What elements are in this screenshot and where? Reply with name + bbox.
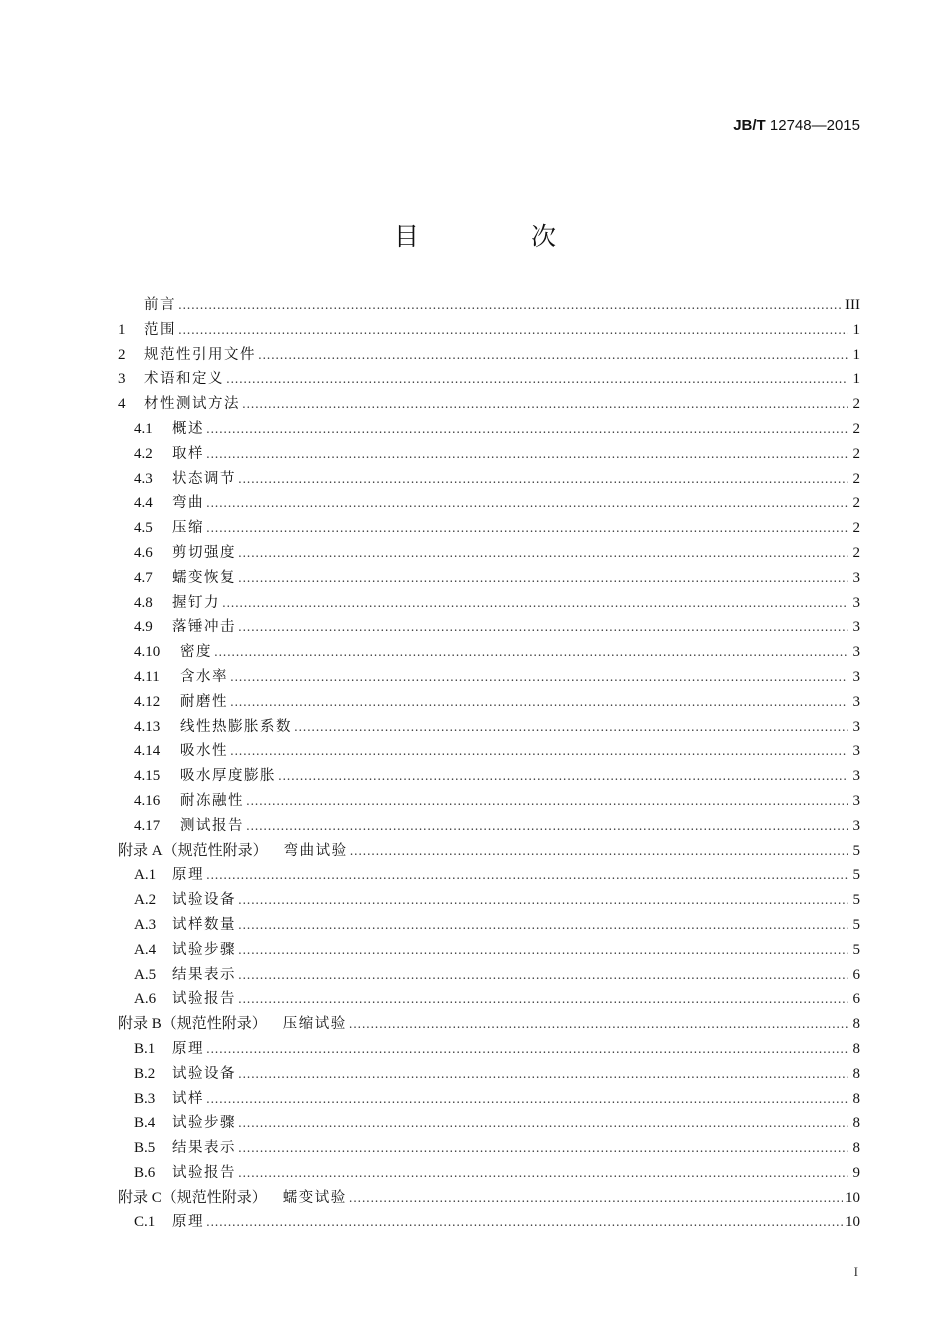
toc-dot-leader [238,888,848,913]
toc-entry-number: 4.7 [134,569,153,586]
toc-entry-label: 耐冻融性 [180,792,244,809]
toc-entry-number: 4.9 [134,619,153,636]
toc-entry-number: 4.13 [134,718,161,735]
toc-entry-page: 5 [852,892,860,909]
toc-entry[interactable] [118,516,860,541]
toc-dot-leader [238,913,848,938]
toc-entry[interactable] [118,318,860,343]
toc-entry[interactable] [118,1210,860,1235]
toc-dot-leader [246,814,848,839]
toc-entry-page: III [845,297,860,313]
toc-entry-page: 8 [852,1090,860,1107]
toc-entry-label: 密度 [180,644,212,661]
toc-dot-leader [206,442,848,467]
toc-entry-label: 结果表示 [172,1140,236,1157]
toc-entry-page: 3 [852,693,860,710]
toc-entry-label: 术语和定义 [144,371,224,388]
toc-entry-page: 3 [852,792,860,809]
toc-entry-number: C.1 [134,1214,156,1231]
toc-entry-number: 4.6 [134,544,153,561]
toc-entry[interactable] [118,417,860,442]
toc-entry-page: 3 [852,768,860,785]
toc-entry-label: 耐磨性 [180,693,228,710]
toc-entry-label: 蠕变试验 [266,1189,347,1206]
toc-dot-leader [178,293,843,318]
toc-dot-leader [238,1062,848,1087]
toc-entry-label: 试验设备 [172,1065,236,1082]
toc-entry-label: 结果表示 [172,966,236,983]
toc-entry-page: 2 [852,396,860,413]
toc-entry-label: 原理 [172,1214,204,1231]
toc-entry[interactable] [118,1037,860,1062]
toc-entry-label: 线性热膨胀系数 [180,718,292,735]
toc-entry[interactable] [118,764,860,789]
toc-dot-leader [238,987,848,1012]
toc-title: 目 次 [394,222,608,251]
toc-entry-page: 3 [852,569,860,586]
toc-entry[interactable] [118,293,860,318]
toc-entry[interactable] [118,913,860,938]
toc-entry-number: 4.16 [134,792,161,809]
toc-entry-label: 试验设备 [172,892,236,909]
toc-dot-leader [206,516,848,541]
toc-dot-leader [206,863,848,888]
toc-entry[interactable] [118,789,860,814]
toc-dot-leader [206,1087,848,1112]
toc-entry[interactable] [118,615,860,640]
toc-entry-label: 材性测试方法 [144,396,240,413]
toc-entry-number: A.4 [134,941,157,958]
toc-entry-page: 9 [852,1164,860,1181]
toc-entry[interactable] [118,491,860,516]
toc-entry-page: 2 [852,544,860,561]
toc-entry-number: 1 [118,321,126,338]
toc-entry-page: 1 [852,371,860,388]
toc-entry-page: 3 [852,743,860,760]
toc-dot-leader [206,1037,848,1062]
toc-entry[interactable] [118,591,860,616]
toc-entry-label: 前言 [144,297,176,313]
toc-entry-page: 10 [845,1189,860,1206]
toc-entry[interactable] [118,1087,860,1112]
toc-entry[interactable] [118,987,860,1012]
toc-entry[interactable] [118,814,860,839]
toc-dot-leader [178,318,848,343]
toc-entry-number: 4.1 [134,420,153,437]
toc-entry-page: 10 [845,1214,860,1231]
toc-entry[interactable] [118,665,860,690]
toc-dot-leader [238,541,848,566]
toc-dot-leader [230,739,848,764]
toc-entry-page: 6 [852,991,860,1008]
toc-entry-page: 8 [852,1065,860,1082]
toc-entry[interactable] [118,541,860,566]
toc-entry-label: 弯曲试验 [267,842,348,859]
toc-dot-leader [278,764,848,789]
toc-entry-number: B.6 [134,1164,156,1181]
toc-entry[interactable] [118,1161,860,1186]
toc-entry[interactable] [118,863,860,888]
toc-dot-leader [238,1161,848,1186]
toc-entry-label: 试验报告 [172,1164,236,1181]
toc-entry-number: A.6 [134,991,157,1008]
toc-entry-page: 3 [852,668,860,685]
toc-entry-label: 握钉力 [172,594,220,611]
toc-entry-page: 8 [852,1016,860,1033]
toc-dot-leader [238,566,848,591]
toc-entry-number: 4 [118,396,126,413]
toc-entry-number: A.3 [134,916,157,933]
toc-entry-label: 弯曲 [172,495,204,512]
toc-entry-number: 4.15 [134,768,161,785]
toc-dot-leader [206,417,848,442]
toc-entry-page: 2 [852,420,860,437]
toc-entry[interactable] [118,1136,860,1161]
toc-entry-number: 4.2 [134,445,153,462]
toc-entry-page: 6 [852,966,860,983]
page-number: I [853,1264,858,1279]
toc-entry-label: 规范性引用文件 [144,346,256,363]
toc-dot-leader [238,615,848,640]
toc-entry-page: 5 [852,842,860,859]
toc-entry-label: 原理 [172,1040,204,1057]
toc-entry-page: 5 [852,916,860,933]
toc-entry-page: 5 [852,867,860,884]
toc-dot-leader [238,1136,848,1161]
toc-entry[interactable] [118,839,860,864]
toc-entry-label: 试样数量 [172,916,236,933]
toc-entry-page: 2 [852,445,860,462]
toc-dot-leader [206,491,848,516]
toc-entry[interactable] [118,739,860,764]
toc-entry-number: 4.5 [134,520,153,537]
toc-dot-leader [222,591,848,616]
toc-entry-page: 3 [852,594,860,611]
toc-entry-page: 8 [852,1140,860,1157]
document-code-prefix: JB/T [733,117,766,134]
toc-entry[interactable] [118,938,860,963]
toc-dot-leader [226,367,848,392]
toc-entry-number: 附录 A（规范性附录） [118,842,268,859]
toc-entry[interactable] [118,367,860,392]
toc-entry[interactable] [118,1062,860,1087]
toc-entry-label: 剪切强度 [172,544,236,561]
toc-entry[interactable] [118,963,860,988]
toc-entry-number: A.2 [134,892,157,909]
toc-entry-page: 2 [852,520,860,537]
toc-entry-page: 3 [852,817,860,834]
toc-dot-leader [349,1012,848,1037]
toc-dot-leader [238,467,848,492]
toc-dot-leader [206,1210,843,1235]
toc-entry-label: 原理 [172,867,204,884]
toc-entry-label: 吸水厚度膨胀 [180,768,276,785]
toc-entry[interactable] [118,1012,860,1037]
toc-dot-leader [214,640,848,665]
toc-dot-leader [230,665,848,690]
toc-dot-leader [230,690,848,715]
toc-entry-page: 5 [852,941,860,958]
toc-entry-label: 试样 [172,1090,204,1107]
toc-dot-leader [238,938,848,963]
toc-entry-page: 2 [852,495,860,512]
toc-entry-number: A.5 [134,966,157,983]
toc-entry-label: 测试报告 [180,817,244,834]
toc-entry-number: B.4 [134,1115,156,1132]
document-code [733,117,860,134]
toc-entry-number: A.1 [134,867,157,884]
toc-dot-leader [246,789,848,814]
toc-dot-leader [242,392,848,417]
toc-entry[interactable] [118,343,860,368]
toc-entry-page: 2 [852,470,860,487]
toc-entry-number: 4.3 [134,470,153,487]
toc-entry-number: B.1 [134,1040,156,1057]
toc-dot-leader [349,1186,843,1211]
toc-entry-label: 状态调节 [172,470,236,487]
toc-entry-page: 1 [852,321,860,338]
toc-dot-leader [258,343,848,368]
toc-entry-label: 试验步骤 [172,941,236,958]
toc-entry[interactable] [118,1186,860,1211]
toc-entry-label: 试验报告 [172,991,236,1008]
toc-entry-number: 4.8 [134,594,153,611]
toc-entry-page: 8 [852,1115,860,1132]
toc-entry-number: 3 [118,371,126,388]
toc-dot-leader [294,715,848,740]
toc-entry[interactable] [118,566,860,591]
toc-entry-label: 含水率 [180,668,228,685]
toc-entry-number: B.5 [134,1140,156,1157]
toc-entry[interactable] [118,888,860,913]
toc-entry-label: 试验步骤 [172,1115,236,1132]
toc-entry-number: 2 [118,346,126,363]
toc-entry-label: 压缩 [172,520,204,537]
document-code-number: 12748—2015 [769,117,860,134]
toc-dot-leader [238,963,848,988]
toc-entry[interactable] [118,690,860,715]
toc-entry-number: B.3 [134,1090,156,1107]
toc-entry-label: 范围 [144,321,176,338]
toc-entry-label: 落锤冲击 [172,619,236,636]
toc-entry[interactable] [118,467,860,492]
toc-entry[interactable] [118,442,860,467]
toc-entry-page: 3 [852,644,860,661]
toc-entry[interactable] [118,640,860,665]
toc-entry-number: 4.10 [134,644,161,661]
toc-entry-number: 4.11 [134,668,160,685]
toc-entry-label: 取样 [172,445,204,462]
toc-entry-label: 吸水性 [180,743,228,760]
toc-entry-label: 概述 [172,420,204,437]
toc-entry-label: 压缩试验 [266,1016,347,1033]
toc-entry-page: 3 [852,718,860,735]
toc-entry[interactable] [118,715,860,740]
toc-entry-number: 附录 B（规范性附录） [118,1016,267,1033]
table-of-contents [118,293,860,1235]
toc-entry-page: 3 [852,619,860,636]
toc-entry-page: 8 [852,1040,860,1057]
toc-dot-leader [238,1111,848,1136]
toc-entry-number: 4.12 [134,693,161,710]
toc-entry-number: 附录 C（规范性附录） [118,1189,267,1206]
toc-entry[interactable] [118,392,860,417]
toc-entry-page: 1 [852,346,860,363]
toc-entry-label: 蠕变恢复 [172,569,236,586]
toc-entry[interactable] [118,1111,860,1136]
toc-entry-number: 4.17 [134,817,161,834]
toc-entry-number: 4.14 [134,743,161,760]
toc-entry-number: 4.4 [134,495,153,512]
toc-dot-leader [350,839,848,864]
toc-entry-number: B.2 [134,1065,156,1082]
